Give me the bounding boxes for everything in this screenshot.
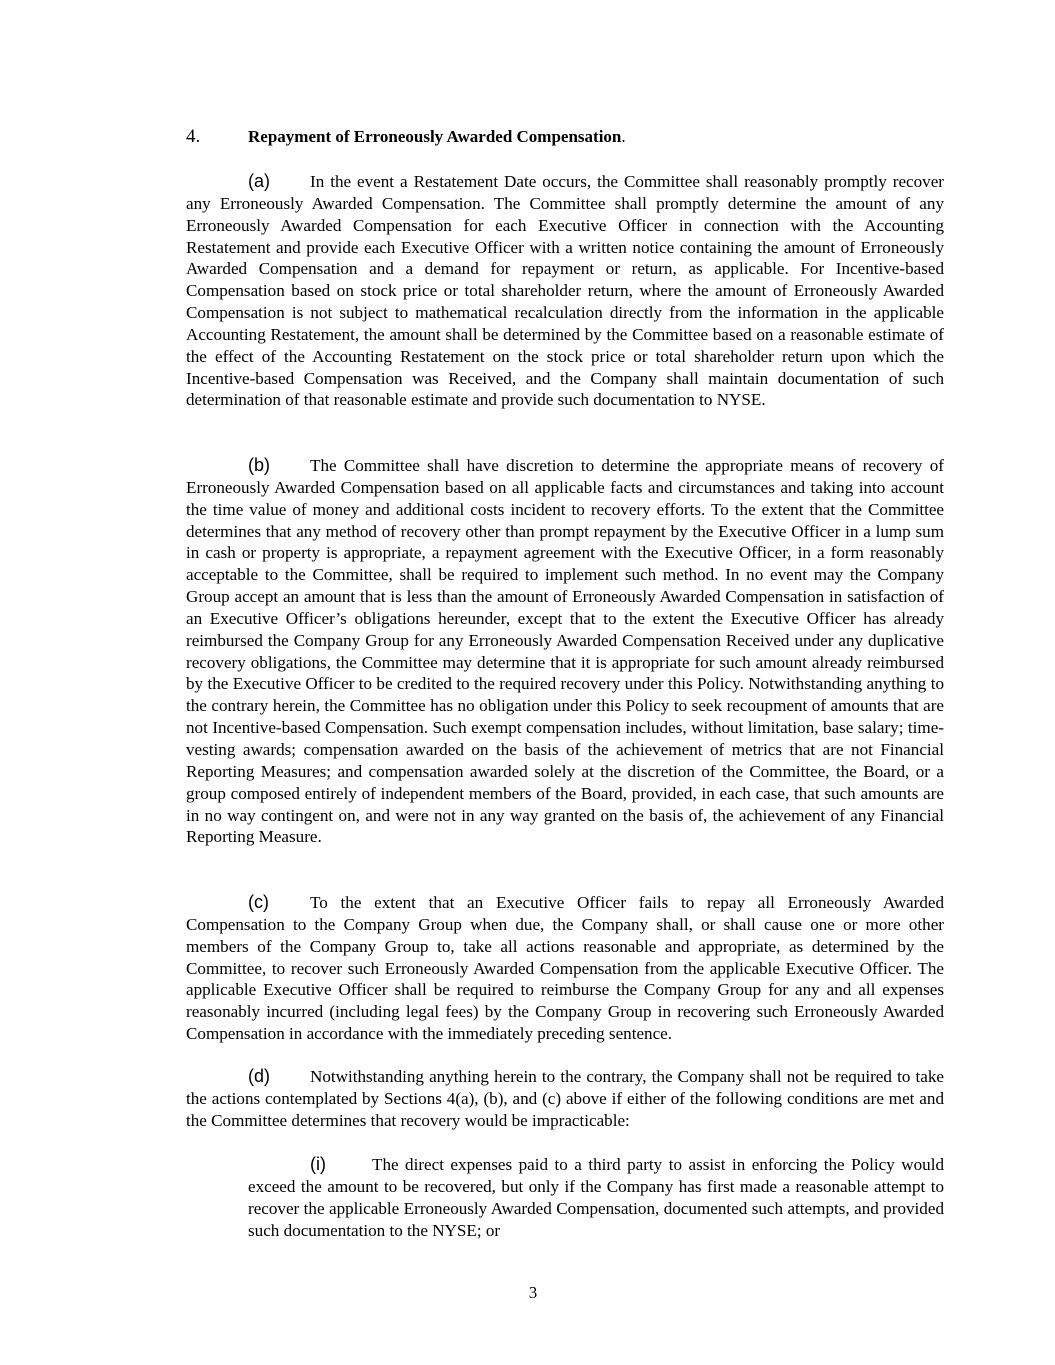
paragraph-a-marker: (a) bbox=[248, 171, 270, 191]
paragraph-c-text: To the extent that an Executive Officer fails to repay all Erroneously Awarded Compensation to the Company Group when due, the Company shall, or shall cause one or more other members of the Company Group to, take all actions reasonable and appropriate, as determined by the Committee, to recover such Erroneously Awarded Compensation from the applicable Executive Officer. The applicable Executive Officer shall be required to reimburse the Company Group for any and all expenses reasonably incurred (including legal fees) by the Company Group in recovering such Erroneously Awarded Compensation in accordance with the immediately preceding sentence. bbox=[186, 893, 944, 1044]
subparagraph-i bbox=[248, 1154, 944, 1241]
subparagraph-i-text: The direct expenses paid to a third party to assist in enforcing the Policy would exceed the amount to be recovered, but only if the Company has first made a reasonable attempt to recover the applicable Erroneously Awarded Compensation, documented such attempts, and provided such documentation to the NYSE; or bbox=[248, 1155, 944, 1240]
paragraph-b-text: The Committee shall have discretion to determine the appropriate means of recovery of Erroneously Awarded Compensation based on all applicable facts and circumstances and taking into account the time value of money and additional costs incident to recovery efforts. To the extent that the Committee determines that any method of recovery other than prompt repayment by the Executive Officer in a lump sum in cash or property is appropriate, a repayment agreement with the Executive Officer, in a form reasonably acceptable to the Committee, shall be required to implement such method. In no event may the Company Group accept an amount that is less than the amount of Erroneously Awarded Compensation in satisfaction of an Executive Officer’s obligations hereunder, except that to the extent the Executive Officer has already reimbursed the Company Group for any Erroneously Awarded Compensation Received under any duplicative recovery obligations, the Committee may determine that it is appropriate for such amount already reimbursed by the Executive Officer to be credited to the required recovery under this Policy. Notwithstanding anything to the contrary herein, the Committee has no obligation under this Policy to seek recoupment of amounts that are not Incentive-based Compensation. Such exempt compensation includes, without limitation, base salary; time-vesting awards; compensation awarded on the basis of the achievement of metrics that are not Financial Reporting Measures; and compensation awarded solely at the discretion of the Committee, the Board, or a group composed entirely of independent members of the Board, provided, in each case, that such amounts are in no way contingent on, and were not in any way granted on the basis of, the achievement of any Financial Reporting Measure. bbox=[186, 456, 944, 847]
paragraph-a bbox=[186, 171, 944, 411]
section-title-period: . bbox=[621, 127, 626, 146]
paragraph-d-marker: (d) bbox=[248, 1066, 270, 1086]
paragraph-b-marker: (b) bbox=[248, 455, 270, 475]
section-number: 4. bbox=[186, 126, 201, 147]
paragraph-b bbox=[186, 455, 944, 848]
page-number: 3 bbox=[528, 1283, 538, 1302]
paragraph-d-text: Notwithstanding anything herein to the contrary, the Company shall not be required to take the actions contemplated by Sections 4(a), (b), and (c) above if either of the following conditions are met and the Committee determines that recovery would be impracticable: bbox=[186, 1067, 944, 1130]
paragraph-c bbox=[186, 892, 944, 1045]
section-heading bbox=[186, 126, 946, 148]
paragraph-a-text: In the event a Restatement Date occurs, the Committee shall reasonably promptly recover any Erroneously Awarded Compensation. The Committee shall promptly determine the amount of any Erroneously Awarded Compensation for each Executive Officer in connection with the Accounting Restatement and provide each Executive Officer with a written notice containing the amount of Erroneously Awarded Compensation and a demand for repayment or return, as applicable. For Incentive-based Compensation based on stock price or total shareholder return, where the amount of Erroneously Awarded Compensation is not subject to mathematical recalculation directly from the information in the applicable Accounting Restatement, the amount shall be determined by the Committee based on a reasonable estimate of the effect of the Accounting Restatement on the stock price or total shareholder return upon which the Incentive-based Compensation was Received, and the Company shall maintain documentation of such determination of that reasonable estimate and provide such documentation to NYSE. bbox=[186, 172, 944, 410]
paragraph-d bbox=[186, 1066, 944, 1132]
paragraph-c-marker: (c) bbox=[248, 892, 269, 912]
subparagraph-i-marker: (i) bbox=[310, 1154, 326, 1174]
section-title: Repayment of Erroneously Awarded Compensation bbox=[248, 127, 622, 146]
